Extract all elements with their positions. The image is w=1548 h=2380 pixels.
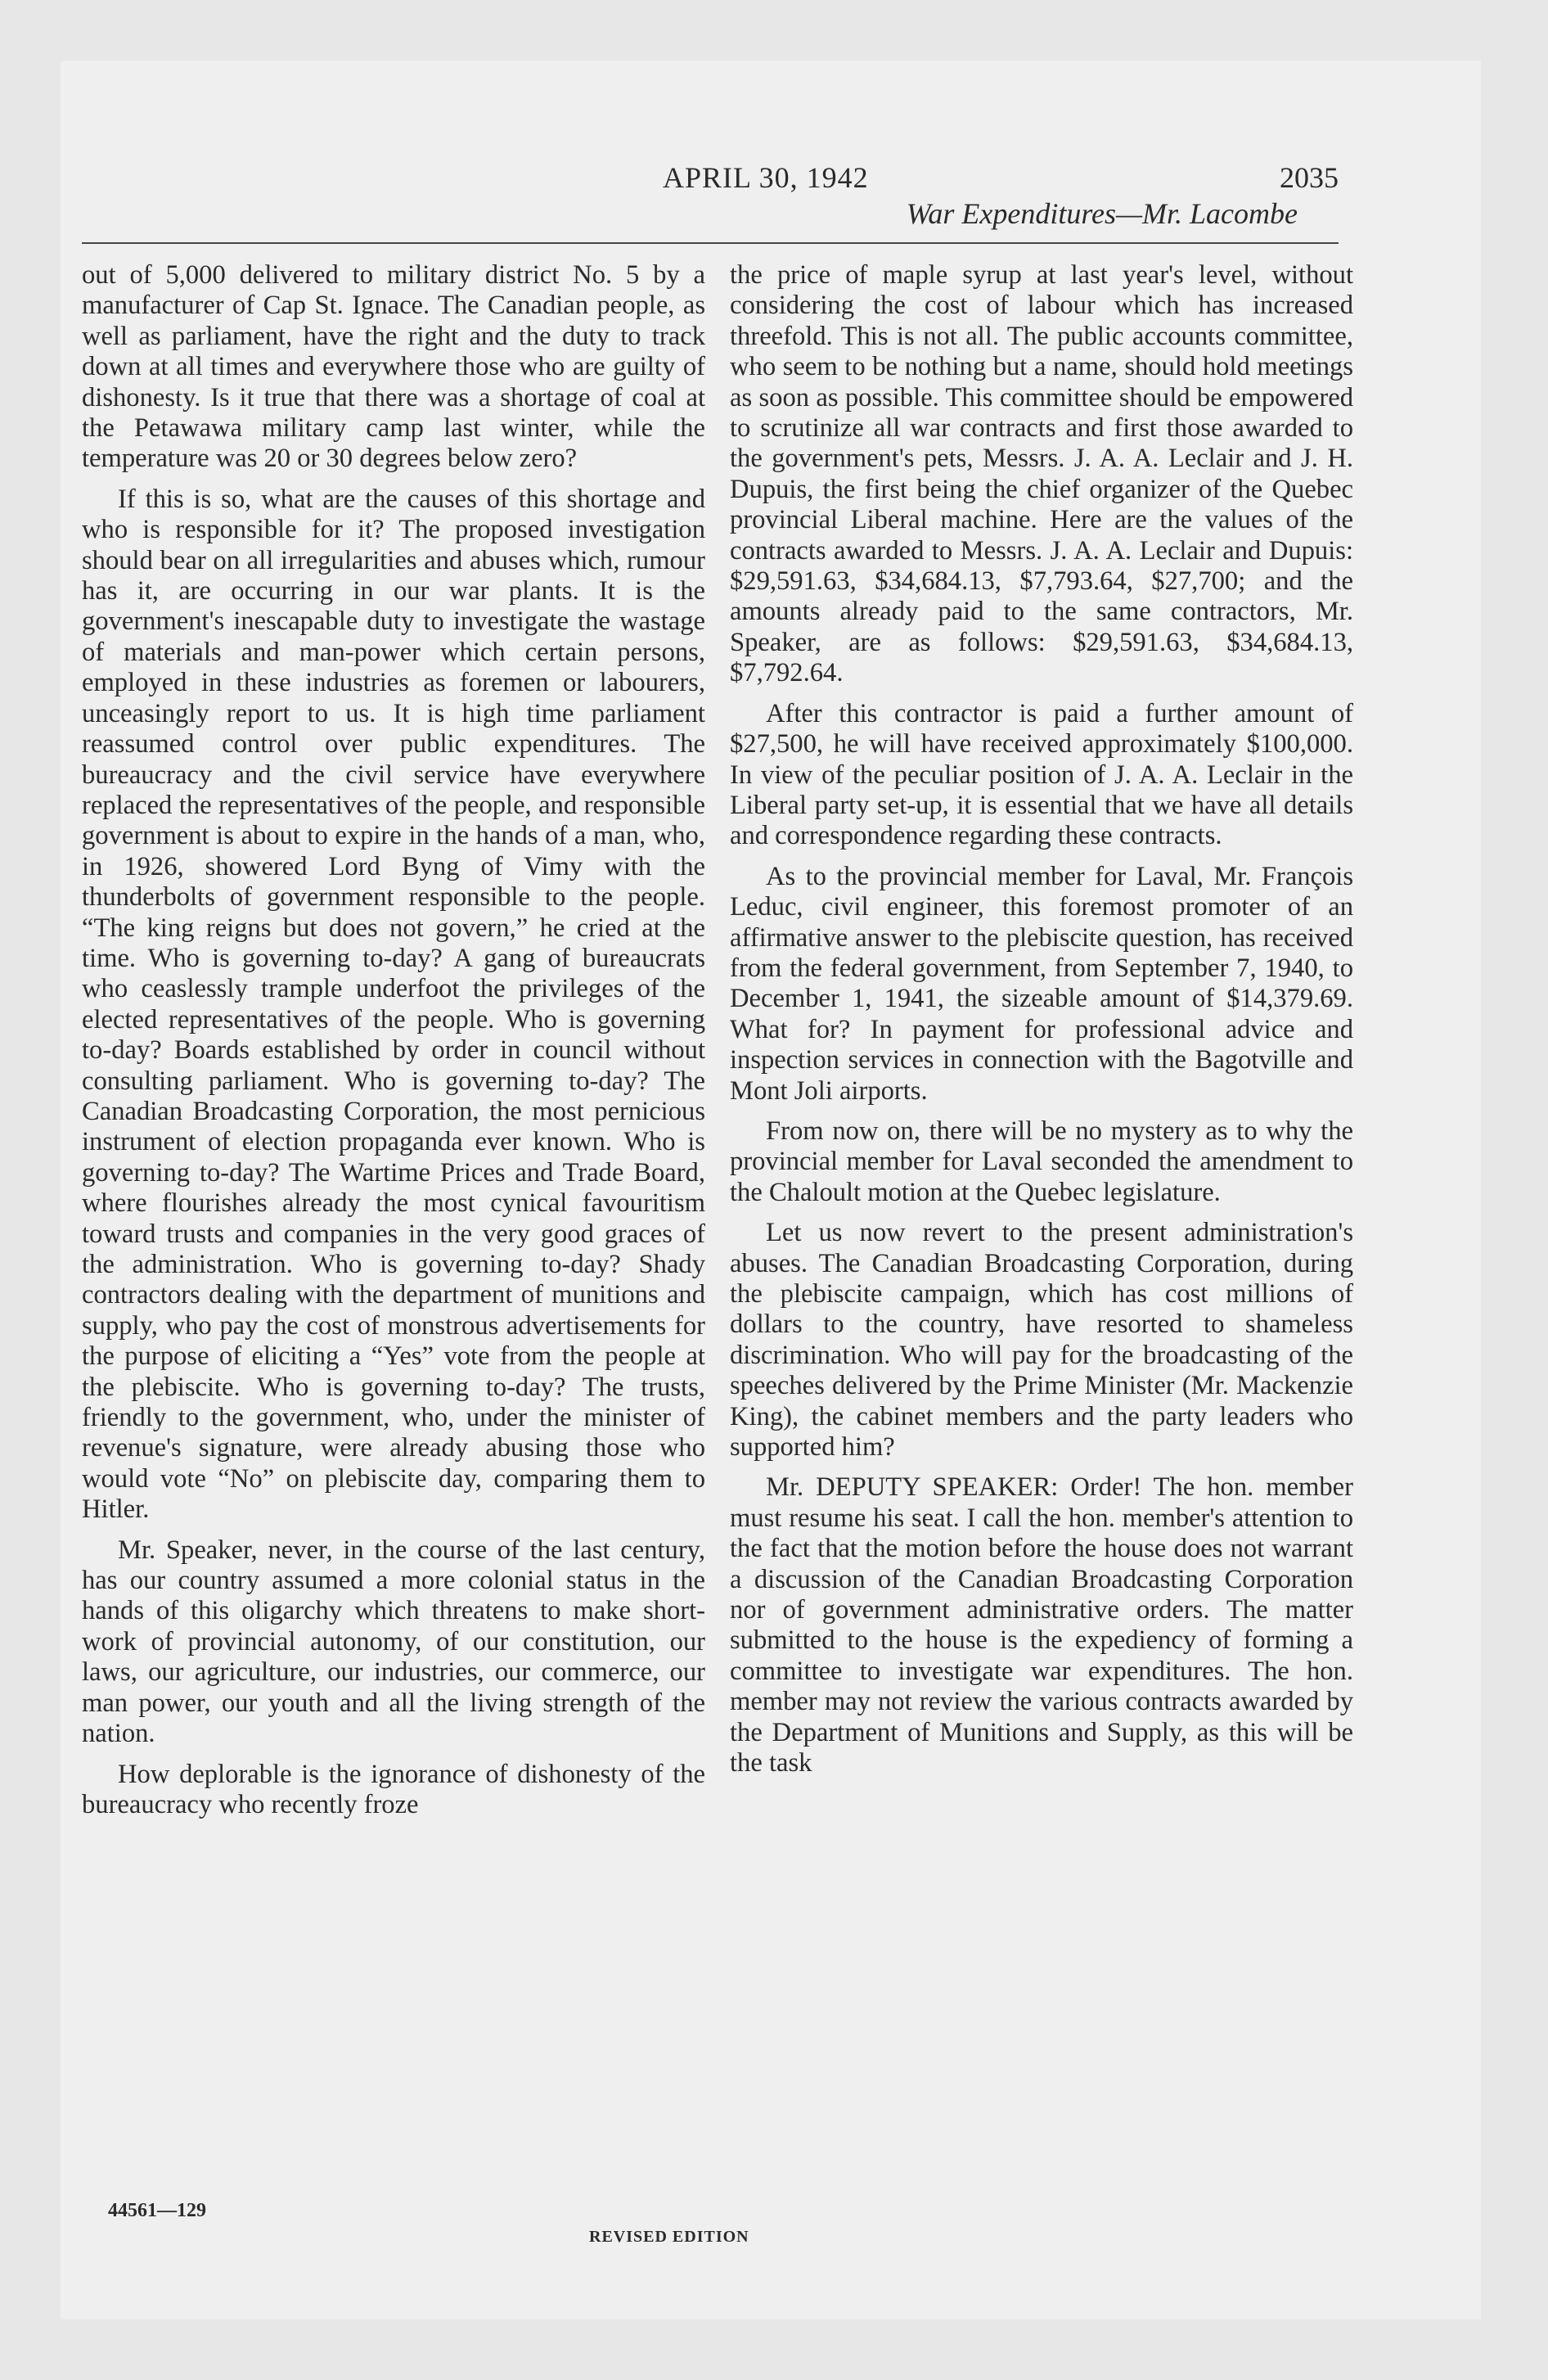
paragraph: As to the provincial member for Laval, Mr. François Leduc, civil engineer, this foremost promoter of an affirmative answer to the plebiscite question, has received from the federal government, from September 7, 1940, to December 1, 1941, the sizeable amount of $14,379.69. What for? In payment for professional advice and inspection services in connection with the Bagotville and Mont Joli airports. [730,861,1353,1106]
running-head: War Expenditures—Mr. Lacombe [906,197,1298,230]
paragraph: If this is so, what are the causes of this shortage and who is responsible for it? The proposed investigation should bear on all irregularities and abuses which, rumour has it, are occurring in our war plants. It is the government's inescapable duty to investigate the wastage of materials and man-power which certain persons, employed in these industries as foremen or labourers, unceasingly report to us. It is high time parliament reassumed control over public expenditures. The bureaucracy and the civil service have everywhere replaced the representatives of the people, and responsible government is about to expire in the hands of a man, who, in 1926, showered Lord Byng of Vimy with the thunderbolts of government responsible to the people. “The king reigns but does not govern,” he cried at the time. Who is governing to-day? A gang of bureaucrats who ceaslessly trample underfoot the privileges of the elected representatives of the people. Who is governing to-day? Boards established by order in council without consulting parliament. Who is governing to-day? The Canadian Broadcasting Corporation, the most pernicious instrument of election propaganda ever known. Who is governing to-day? The Wartime Prices and Trade Board, where flourishes already the most cynical favouritism toward trusts and companies in the very good graces of the administration. Who is governing to-day? Shady contractors dealing with the department of munitions and supply, who pay the cost of monstrous advertisements for the purpose of eliciting a “Yes” vote from the people at the plebiscite. Who is governing to-day? The trusts, friendly to the government, who, under the minister of revenue's signature, were already abusing those who would vote “No” on plebiscite day, comparing them to Hitler. [82,484,705,1525]
paragraph: the price of maple syrup at last year's level, without considering the cost of labour which has increased threefold. This is not all. The public accounts committee, who seem to be nothing but a name, should hold meetings as soon as possible. This committee should be empowered to scrutinize all war contracts and first those awarded to the government's pets, Messrs. J. A. A. Leclair and J. H. Dupuis, the first being the chief organizer of the Quebec provincial Liberal machine. Here are the values of the contracts awarded to Messrs. J. A. A. Leclair and Dupuis: $29,591.63, $34,684.13, $7,793.64, $27,700; and the amounts already paid to the same contractors, Mr. Speaker, are as follows: $29,591.63, $34,684.13, $7,792.64. [730,260,1353,688]
right-column [730,260,1353,1789]
paragraph: From now on, there will be no mystery as to why the provincial member for Laval seconded the amendment to the Chaloult motion at the Quebec legislature. [730,1116,1353,1207]
paragraph: How deplorable is the ignorance of dishonesty of the bureaucracy who recently froze [82,1759,705,1819]
edition-label: REVISED EDITION [589,2228,749,2246]
paragraph: Let us now revert to the present administration's abuses. The Canadian Broadcasting Corporation, during the plebiscite campaign, which has cost millions of dollars to the country, have resorted to shameless discrimination. Who will pay for the broadcasting of the speeches delivered by the Prime Minister (Mr. Mackenzie King), the cabinet members and the party leaders who supported him? [730,1218,1353,1463]
header-rule [82,242,1339,244]
left-column [82,260,705,1830]
paragraph: Mr. DEPUTY SPEAKER: Order! The hon. member must resume his seat. I call the hon. member's attention to the fact that the motion before the house does not warrant a discussion of the Canadian Broadcasting Corporation nor of government administrative orders. The matter submitted to the house is the expediency of forming a committee to investigate war expenditures. The hon. member may not review the various contracts awarded by the Department of Munitions and Supply, as this will be the task [730,1472,1353,1778]
page-header [82,101,1339,232]
paragraph: After this contractor is paid a further amount of $27,500, he will have received approximately $100,000. In view of the peculiar position of J. A. A. Leclair in the Liberal party set-up, it is essential that we have all details and correspondence regarding these contracts. [730,698,1353,851]
paragraph: out of 5,000 delivered to military district No. 5 by a manufacturer of Cap St. Ignace. The Canadian people, as well as parliament, have the right and the duty to track down at all times and everywhere those who are guilty of dishonesty. Is it true that there was a shortage of coal at the Petawawa military camp last winter, while the temperature was 20 or 30 degrees below zero? [82,260,705,474]
header-date: APRIL 30, 1942 [663,161,869,194]
page-number: 2035 [1280,161,1339,194]
paragraph: Mr. Speaker, never, in the course of the last century, has our country assumed a more colonial status in the hands of this oligarchy which threatens to make short-work of provincial autonomy, of our constitution, our laws, our agriculture, our industries, our commerce, our man power, our youth and all the living strength of the nation. [82,1535,705,1749]
print-code: 44561—129 [108,2200,206,2221]
